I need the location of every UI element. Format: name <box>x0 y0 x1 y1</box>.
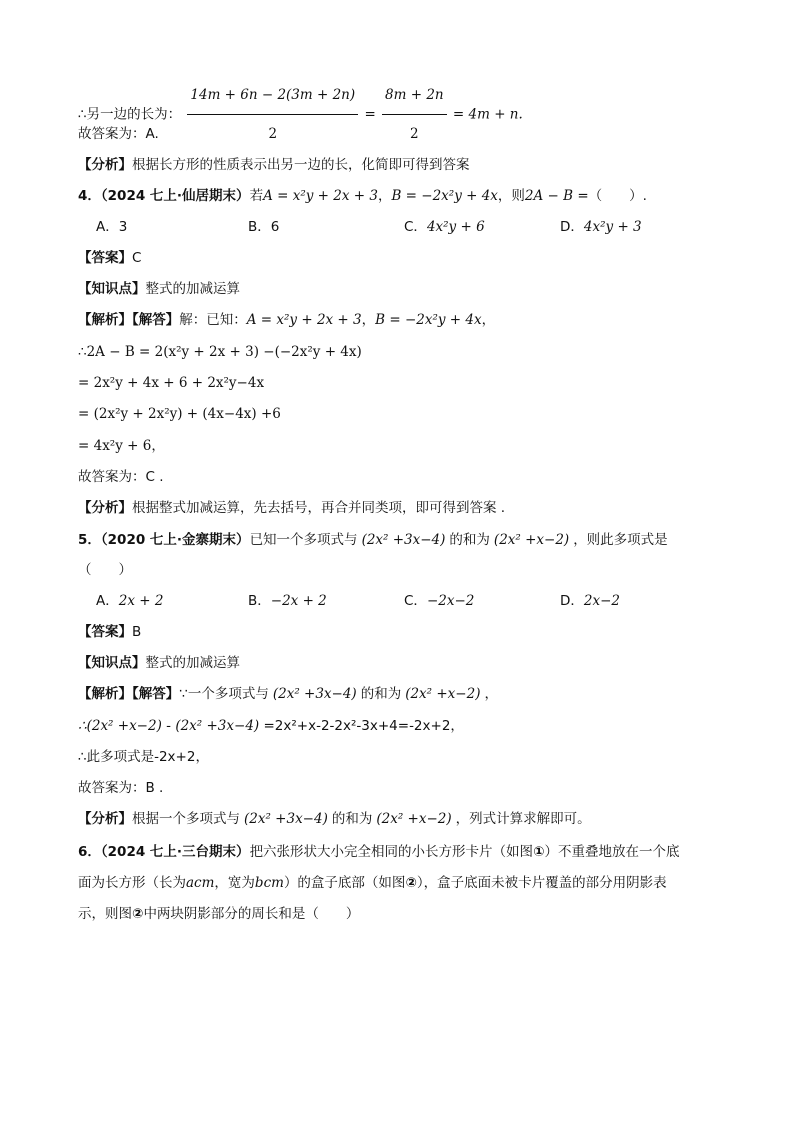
q4-answer <box>78 248 141 268</box>
label: D． <box>560 593 584 609</box>
text: =2x²+x-2-2x²-3x+4=-2x+2， <box>259 718 464 734</box>
text: ， <box>481 312 496 328</box>
math: A = x²y + 2x + 3 <box>263 188 378 204</box>
figure-ref: ② <box>405 875 417 891</box>
question-number: 5． <box>78 532 101 548</box>
q5-option-c <box>404 591 474 611</box>
analysis-tag: 【分析】 <box>78 157 132 173</box>
question-4 <box>78 186 647 206</box>
question-6-line-3 <box>78 904 359 924</box>
math: −2x + 2 <box>270 593 327 609</box>
result: = 4m + n. <box>452 106 523 123</box>
kp-text: 整式的加减运算 <box>145 281 240 297</box>
fraction-2 <box>382 78 447 151</box>
q5-option-a <box>96 591 163 611</box>
analysis-tag: 【分析】 <box>78 811 132 827</box>
text: 若 <box>249 188 264 204</box>
kp-tag: 【知识点】 <box>78 281 146 297</box>
q4-solution-intro <box>78 310 495 330</box>
q5-final-answer: 故答案为：B . <box>78 780 164 796</box>
q4-knowledge-point <box>78 279 240 299</box>
answer-value: B <box>132 624 142 640</box>
text: - <box>161 718 176 734</box>
q4-option-a: A．3 <box>96 219 128 235</box>
q4-step-1: ∴2A − B = 2(x²y + 2x + 3) −(−2x²y + 4x) <box>78 344 362 360</box>
q4-step-2: = 2x²y + 4x + 6 + 2x²y−4x <box>78 375 265 391</box>
figure-ref: ① <box>533 844 545 860</box>
text: ∵一个多项式与 <box>179 686 269 702</box>
math: ∴(2x² +x−2) <box>78 718 162 734</box>
label: C． <box>404 593 427 609</box>
text: ，宽为 <box>214 875 255 891</box>
text: ， <box>484 686 498 702</box>
question-source: （2024 七上·三台期末） <box>100 844 250 860</box>
math: 4x²y + 6 <box>426 219 485 235</box>
text: 面为长方形（长为 <box>78 875 186 891</box>
answer-line: 故答案为：A. <box>78 126 159 142</box>
math: acm <box>186 875 215 891</box>
label: D． <box>560 219 584 235</box>
analysis-text: 根据整式加减运算，先去括号，再合并同类项，即可得到答案 . <box>132 500 506 516</box>
text: ， <box>361 312 376 328</box>
text: 中两块阴影部分的周长和是（ ） <box>143 906 360 922</box>
question-6-line-1 <box>78 842 680 862</box>
q5-option-b <box>248 591 327 611</box>
math: B = −2x²y + 4x <box>391 188 498 204</box>
q5-step-2: ∴此多项式是-2x+2， <box>78 749 209 765</box>
fraction-1 <box>187 78 358 151</box>
figure-ref: ② <box>132 906 144 922</box>
q5-blank: （ ） <box>78 562 132 578</box>
math: A = x²y + 2x + 3 <box>246 312 362 328</box>
answer-value: C <box>132 250 142 266</box>
question-number: 4． <box>78 188 101 204</box>
math: (2x² +3x−4) <box>175 718 260 734</box>
q5-answer <box>78 622 141 642</box>
analysis-line <box>78 155 470 175</box>
analysis-text: 根据长方形的性质表示出另一边的长，化简即可得到答案 <box>132 157 470 173</box>
text: ）的盒子底部（如图 <box>283 875 406 891</box>
equals: = <box>364 106 381 123</box>
q4-option-d <box>560 217 642 237</box>
text: 已知一个多项式与 <box>249 532 358 548</box>
math: (2x² +x−2) <box>493 532 570 548</box>
text: ）不重叠地放在一个底 <box>544 844 680 860</box>
math: 2A − B <box>524 188 574 204</box>
text: ，则此多项式是 <box>573 532 668 548</box>
math: (2x² +x−2) <box>376 811 452 827</box>
math: 2x + 2 <box>118 593 164 609</box>
math: 2x−2 <box>583 593 621 609</box>
text: 示，则图 <box>78 906 132 922</box>
question-6-line-2 <box>78 873 667 893</box>
answer-tag: 【答案】 <box>78 624 132 640</box>
q5-knowledge-point <box>78 653 240 673</box>
q5-option-d <box>560 591 620 611</box>
solution-tag: 【解析】【解答】 <box>78 312 180 328</box>
q4-step-4: = 4x²y + 6， <box>78 438 165 454</box>
text: ∴另一边的长为： <box>78 106 182 123</box>
q4-final-answer: 故答案为：C . <box>78 469 164 485</box>
analysis-tag: 【分析】 <box>78 500 132 516</box>
q4-option-c <box>404 217 485 237</box>
answer-tag: 【答案】 <box>78 250 132 266</box>
question-source: （2020 七上·金寨期末） <box>100 532 250 548</box>
text: ， <box>377 188 392 204</box>
fraction-numerator: 8m + 2n <box>382 78 447 115</box>
math: (2x² +3x−4) <box>361 532 446 548</box>
q5-step-1 <box>78 716 464 736</box>
text: 根据一个多项式与 <box>132 811 240 827</box>
q4-option-b: B．6 <box>248 219 280 235</box>
math: (2x² +3x−4) <box>244 811 328 827</box>
text: 的和为 <box>449 532 490 548</box>
text: 把六张形状大小完全相同的小长方形卡片（如图 <box>249 844 534 860</box>
text: ，则 <box>497 188 525 204</box>
text: 解：已知： <box>179 312 247 328</box>
solution-tag: 【解析】【解答】 <box>78 686 180 702</box>
math: B = −2x²y + 4x <box>375 312 482 328</box>
text: 的和为 <box>360 686 402 702</box>
kp-tag: 【知识点】 <box>78 655 146 671</box>
math: (2x² +3x−4) <box>272 686 357 702</box>
math: −2x−2 <box>426 593 475 609</box>
text: ，列式计算求解即可。 <box>455 811 591 827</box>
text: =（ ）. <box>573 188 647 204</box>
math: bcm <box>254 875 284 891</box>
kp-text: 整式的加减运算 <box>145 655 240 671</box>
math: 4x²y + 3 <box>583 219 642 235</box>
q4-step-3: = (2x²y + 2x²y) + (4x−4x) +6 <box>78 406 281 422</box>
text: 的和为 <box>331 811 373 827</box>
fraction-denominator: 2 <box>268 126 278 142</box>
q5-solution-intro <box>78 684 498 704</box>
math: (2x² +x−2) <box>405 686 481 702</box>
fraction-numerator: 14m + 6n − 2(3m + 2n) <box>187 78 358 115</box>
fraction-denominator: 2 <box>410 126 419 142</box>
q5-analysis <box>78 809 591 829</box>
label: B． <box>248 593 271 609</box>
q4-analysis <box>78 498 505 518</box>
label: C． <box>404 219 427 235</box>
question-number: 6． <box>78 844 101 860</box>
question-source: （2024 七上·仙居期末） <box>100 188 250 204</box>
text: ），盒子底面未被卡片覆盖的部分用阴影表 <box>416 875 667 891</box>
label: A． <box>96 593 119 609</box>
question-5 <box>78 530 668 550</box>
